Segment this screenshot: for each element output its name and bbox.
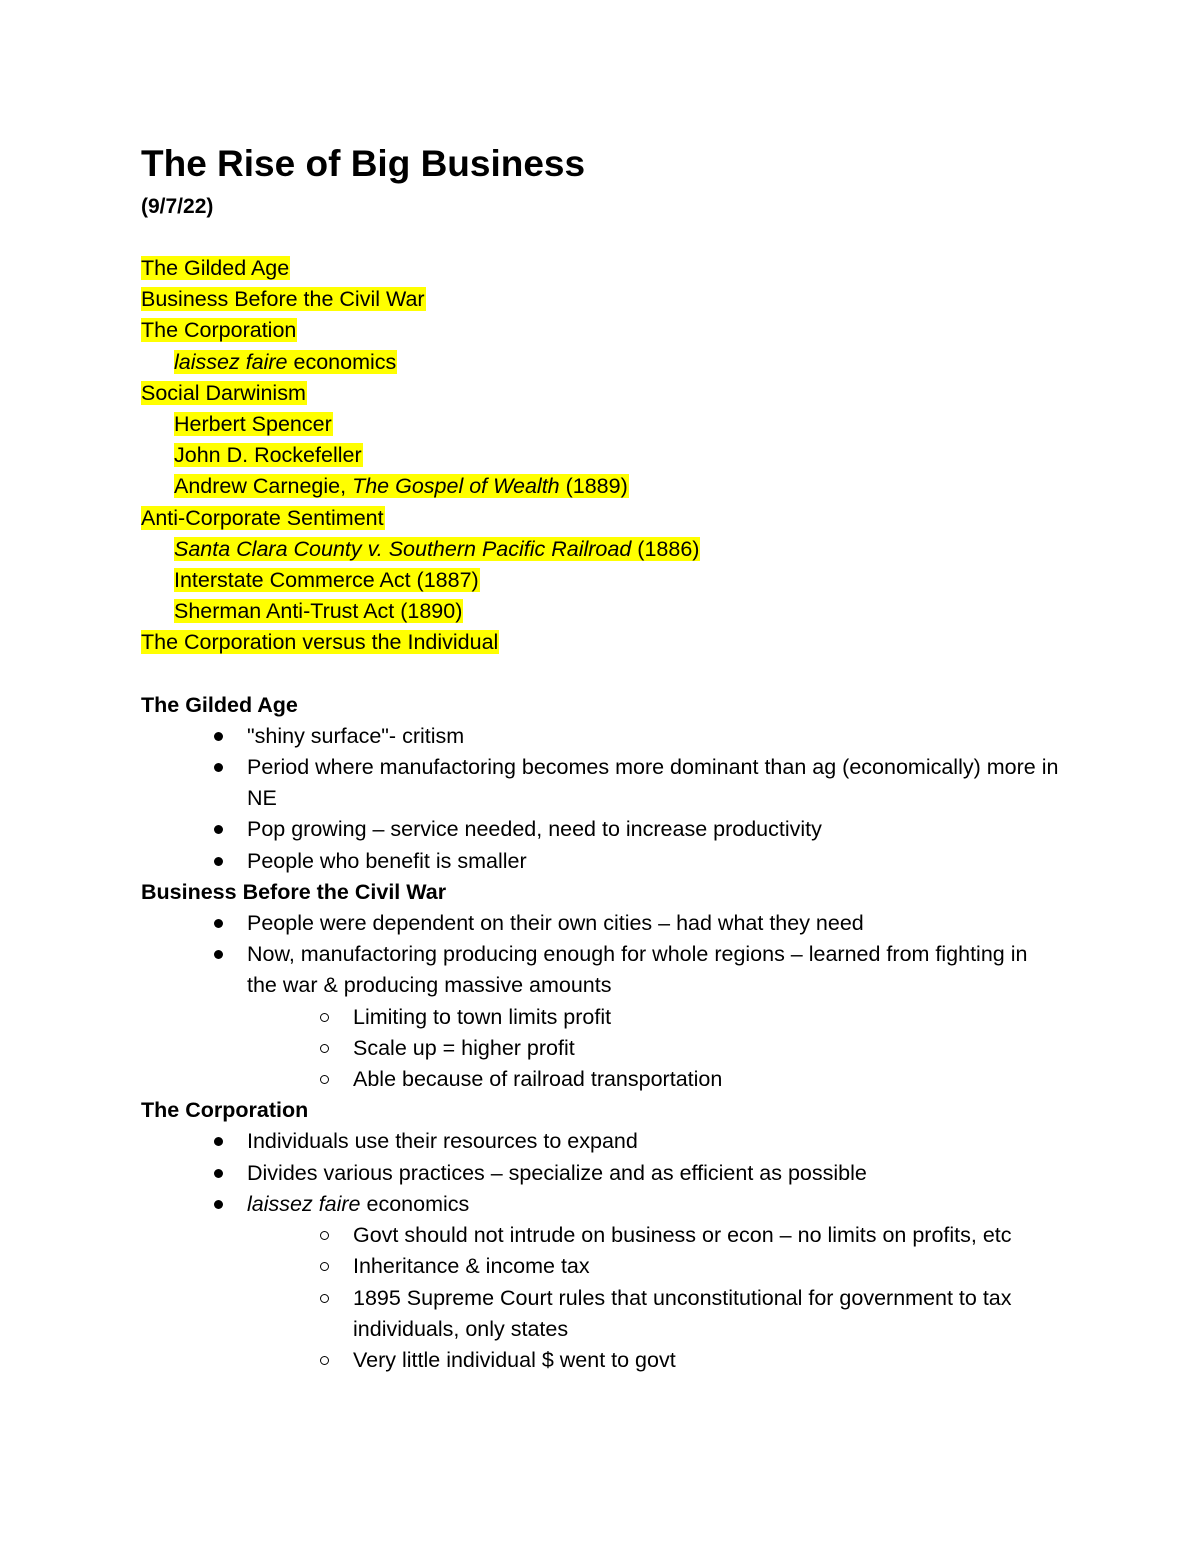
- outline-item: [141, 284, 1061, 315]
- sub-list-item: [353, 1251, 1061, 1282]
- list-item: [247, 814, 1061, 845]
- outline-text: John D. Rockefeller: [174, 443, 362, 468]
- sub-list-item: [353, 1345, 1061, 1376]
- outline-text: [174, 474, 629, 498]
- text: economics: [360, 1191, 470, 1216]
- outline-text: The Corporation versus the Individual: [141, 630, 499, 655]
- list-item: [247, 721, 1061, 752]
- sub-list-item: [353, 1283, 1061, 1345]
- bullet-icon: [214, 1169, 223, 1178]
- bullet-icon: [214, 919, 223, 928]
- hollow-bullet-icon: [320, 1013, 329, 1022]
- outline-subitem: [141, 565, 1061, 596]
- list-item-text: [247, 1189, 1061, 1220]
- spacer: [141, 222, 1061, 253]
- hollow-bullet-icon: [320, 1356, 329, 1365]
- outline-subitem: [141, 409, 1061, 440]
- sub-bullet-list: [247, 1220, 1061, 1376]
- list-item-text: Inheritance & income tax: [353, 1254, 590, 1279]
- outline-item: [141, 627, 1061, 658]
- text: Andrew Carnegie,: [174, 474, 353, 499]
- outline-text: Interstate Commerce Act (1887): [174, 568, 479, 593]
- outline-text: Anti-Corporate Sentiment: [141, 505, 384, 530]
- list-item-text: Period where manufactoring becomes more dominant than ag (economically) more in NE: [247, 755, 1059, 811]
- page-title: The Rise of Big Business: [141, 143, 586, 184]
- section-heading: The Corporation: [141, 1098, 309, 1123]
- outline-text: [174, 350, 397, 374]
- outline-item: [141, 315, 1061, 346]
- bullet-icon: [214, 732, 223, 741]
- list-item-text: Now, manufactoring producing enough for whole regions – learned from fighting in the war & producing massive amounts: [247, 942, 1028, 998]
- italic-text: The Gospel of Wealth: [352, 474, 560, 499]
- outline-text: The Corporation: [141, 318, 297, 343]
- document-page: [141, 140, 1061, 1376]
- outline-text: Social Darwinism: [141, 380, 306, 405]
- list-item-text: "shiny surface"- critism: [247, 723, 465, 748]
- list-item-text: 1895 Supreme Court rules that unconstitutional for government to tax individuals, only states: [353, 1285, 1012, 1341]
- list-item: [247, 939, 1061, 1095]
- list-item-text: Very little individual $ went to govt: [353, 1347, 676, 1372]
- text: (1889): [559, 474, 628, 499]
- list-item-text: People who benefit is smaller: [247, 848, 527, 873]
- list-item: [247, 1158, 1061, 1189]
- outline-text: [174, 537, 700, 561]
- list-item-text: Pop growing – service needed, need to increase productivity: [247, 817, 822, 842]
- text: economics: [287, 349, 397, 374]
- outline-text: The Gilded Age: [141, 256, 290, 280]
- italic-text: laissez faire: [247, 1191, 361, 1216]
- list-item: [247, 1126, 1061, 1157]
- hollow-bullet-icon: [320, 1262, 329, 1271]
- list-item-text: Individuals use their resources to expand: [247, 1129, 638, 1154]
- list-item-text: Scale up = higher profit: [353, 1035, 575, 1060]
- list-item: [247, 1189, 1061, 1376]
- outline-subitem: [141, 440, 1061, 471]
- outline-text: Business Before the Civil War: [141, 287, 425, 312]
- bullet-icon: [214, 857, 223, 866]
- sub-bullet-list: [247, 1002, 1061, 1096]
- hollow-bullet-icon: [320, 1231, 329, 1240]
- list-item: [247, 908, 1061, 939]
- sub-list-item: [353, 1220, 1061, 1251]
- italic-text: Santa Clara County v. Southern Pacific Railroad: [174, 536, 632, 561]
- bullet-list: [141, 1126, 1061, 1376]
- outline-item: [141, 253, 1061, 284]
- spacer: [141, 659, 1061, 690]
- bullet-icon: [214, 825, 223, 834]
- outline-subitem: [141, 596, 1061, 627]
- list-item-text: Divides various practices – specialize and as efficient as possible: [247, 1160, 867, 1185]
- outline-subitem: [141, 347, 1061, 378]
- outline-text: Sherman Anti-Trust Act (1890): [174, 599, 463, 624]
- hollow-bullet-icon: [320, 1044, 329, 1053]
- italic-text: laissez faire: [174, 349, 288, 374]
- outline-item: [141, 378, 1061, 409]
- sub-list-item: [353, 1002, 1061, 1033]
- section-heading: The Gilded Age: [141, 692, 298, 717]
- hollow-bullet-icon: [320, 1075, 329, 1084]
- outline-text: Herbert Spencer: [174, 412, 332, 437]
- sub-list-item: [353, 1033, 1061, 1064]
- bullet-icon: [214, 950, 223, 959]
- bullet-icon: [214, 1200, 223, 1209]
- bullet-icon: [214, 1137, 223, 1146]
- bullet-list: [141, 721, 1061, 877]
- list-item: [247, 846, 1061, 877]
- outline-item: [141, 503, 1061, 534]
- list-item-text: Limiting to town limits profit: [353, 1004, 612, 1029]
- list-item: [247, 752, 1061, 814]
- outline-list: [141, 253, 1061, 659]
- outline-subitem: [141, 471, 1061, 502]
- bullet-icon: [214, 763, 223, 772]
- list-item-text: Able because of railroad transportation: [353, 1067, 723, 1092]
- sub-list-item: [353, 1064, 1061, 1095]
- text: (1886): [631, 536, 700, 561]
- list-item-text: People were dependent on their own cities – had what they need: [247, 911, 864, 936]
- bullet-list: [141, 908, 1061, 1095]
- date-label: (9/7/22): [141, 195, 214, 218]
- hollow-bullet-icon: [320, 1294, 329, 1303]
- list-item-text: Govt should not intrude on business or econ – no limits on profits, etc: [353, 1223, 1012, 1248]
- section-heading: Business Before the Civil War: [141, 879, 447, 904]
- outline-subitem: [141, 534, 1061, 565]
